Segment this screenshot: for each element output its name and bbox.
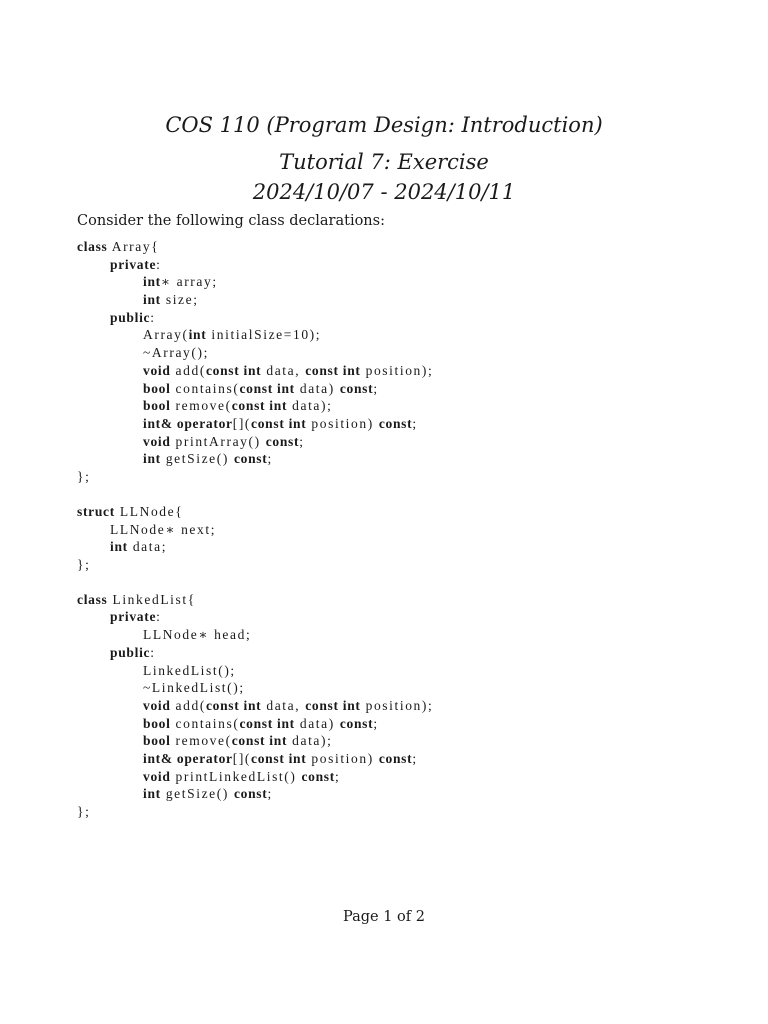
tutorial-title: Tutorial 7: Exercise: [279, 150, 489, 174]
code-text: LinkedList{: [107, 591, 196, 607]
code-line: [77, 556, 433, 574]
code-line: [77, 344, 433, 362]
code-line: [77, 768, 433, 786]
code-keyword: int& operator: [143, 750, 233, 766]
code-text: position): [306, 415, 379, 431]
code-keyword: void: [143, 697, 171, 713]
code-keyword: const: [301, 768, 335, 784]
code-keyword: const int: [205, 697, 262, 713]
code-keyword: public: [110, 309, 151, 325]
code-text: ;: [373, 380, 379, 396]
code-text: data,: [261, 362, 306, 378]
code-keyword: class: [77, 239, 108, 254]
code-line: [77, 256, 433, 274]
code-text: ;: [373, 715, 379, 731]
code-keyword: private: [110, 256, 157, 272]
code-line: [77, 679, 433, 697]
code-keyword: int: [110, 539, 128, 555]
page-number: Page 1 of 2: [343, 909, 425, 925]
code-line: [77, 415, 433, 433]
code-text: ;: [412, 750, 418, 766]
intro-text: Consider the following class declarations:: [77, 213, 385, 229]
code-text: ∗ array;: [160, 274, 218, 290]
code-line: [77, 397, 433, 415]
code-text: data;: [127, 539, 168, 555]
code-keyword: const int: [239, 715, 295, 731]
code-text: Array(: [143, 327, 189, 343]
code-line: [77, 521, 433, 539]
code-text: LLNode∗ head;: [143, 627, 252, 643]
code-keyword: int: [188, 327, 207, 343]
code-text: ;: [267, 786, 273, 802]
code-text: [](: [232, 750, 252, 766]
code-line: [77, 468, 433, 486]
code-text: initialSize=10);: [206, 327, 322, 343]
code-line: [77, 450, 433, 468]
code-line: [77, 662, 433, 680]
code-keyword: int: [143, 292, 161, 308]
course-title: COS 110 (Program Design: Introduction): [165, 113, 603, 137]
code-text: add(: [170, 362, 206, 378]
code-text: };: [77, 804, 91, 819]
code-text: contains(: [170, 715, 240, 731]
code-blank-line: [77, 574, 433, 591]
code-keyword: const int: [231, 398, 288, 414]
code-keyword: private: [110, 609, 157, 625]
code-text: data);: [287, 733, 333, 749]
code-text: :: [150, 644, 156, 660]
code-text: remove(: [170, 733, 232, 749]
code-keyword: bool: [143, 715, 171, 731]
code-line: [77, 503, 433, 521]
code-keyword: bool: [143, 398, 171, 414]
code-line: [77, 785, 433, 803]
code-line: [77, 326, 433, 344]
code-line: [77, 644, 433, 662]
code-text: size;: [160, 292, 199, 308]
code-line: [77, 309, 433, 327]
code-line: [77, 750, 433, 768]
date-range: 2024/10/07 - 2024/10/11: [252, 180, 516, 204]
code-keyword: void: [143, 362, 171, 378]
code-text: getSize(): [160, 786, 234, 802]
code-text: LLNode{: [114, 503, 184, 519]
code-text: position): [306, 750, 379, 766]
code-keyword: int: [143, 786, 161, 802]
code-keyword: const int: [305, 697, 361, 713]
code-line: [77, 538, 433, 556]
code-text: ;: [299, 433, 305, 449]
code-text: ;: [412, 415, 418, 431]
code-text: data): [294, 380, 340, 396]
code-line: [77, 291, 433, 309]
code-keyword: int& operator: [143, 415, 233, 431]
code-text: LLNode∗ next;: [110, 521, 217, 537]
code-keyword: const int: [205, 362, 262, 378]
code-keyword: const: [378, 415, 413, 431]
code-text: :: [156, 256, 162, 272]
code-keyword: const: [265, 433, 300, 449]
code-text: :: [156, 609, 162, 625]
code-text: LinkedList();: [143, 662, 236, 678]
code-text: add(: [170, 697, 206, 713]
code-keyword: const int: [305, 362, 361, 378]
code-text: ;: [267, 451, 273, 467]
code-keyword: int: [143, 274, 161, 290]
code-listing: [77, 238, 433, 821]
code-keyword: class: [77, 591, 108, 607]
code-text: position);: [360, 697, 434, 713]
code-line: [77, 362, 433, 380]
code-keyword: const int: [231, 733, 288, 749]
code-text: :: [150, 309, 156, 325]
code-text: position);: [360, 362, 434, 378]
code-line: [77, 273, 433, 291]
code-keyword: void: [143, 433, 171, 449]
code-keyword: int: [143, 451, 161, 467]
code-text: };: [77, 556, 91, 572]
code-text: remove(: [170, 398, 232, 414]
code-text: printLinkedList(): [170, 768, 302, 784]
code-text: contains(: [170, 380, 240, 396]
code-line: [77, 608, 433, 626]
code-keyword: const int: [251, 415, 307, 431]
code-text: data,: [261, 697, 306, 713]
code-keyword: const: [339, 715, 374, 731]
code-line: [77, 433, 433, 451]
code-keyword: const: [339, 380, 374, 396]
code-blank-line: [77, 486, 433, 503]
code-text: data): [294, 715, 340, 731]
code-keyword: struct: [77, 503, 115, 519]
code-text: getSize(): [160, 451, 234, 467]
code-text: Array{: [107, 239, 160, 254]
code-keyword: const: [378, 750, 413, 766]
code-keyword: public: [110, 644, 151, 660]
code-line: [77, 803, 433, 821]
code-text: ~LinkedList();: [143, 680, 245, 696]
code-keyword: bool: [143, 733, 171, 749]
code-keyword: bool: [143, 380, 171, 396]
code-text: data);: [287, 398, 333, 414]
code-keyword: const int: [251, 750, 307, 766]
code-text: ;: [334, 768, 341, 784]
code-text: ~Array();: [143, 345, 209, 361]
code-line: [77, 732, 433, 750]
code-line: [77, 715, 433, 733]
code-keyword: void: [143, 768, 171, 784]
code-keyword: const: [233, 451, 268, 467]
code-line: [77, 380, 433, 398]
code-keyword: const int: [239, 380, 295, 396]
code-text: };: [77, 468, 91, 484]
code-text: printArray(): [170, 433, 266, 449]
code-line: [77, 626, 433, 644]
code-line: [77, 697, 433, 715]
code-keyword: const: [233, 786, 268, 802]
code-text: [](: [232, 415, 252, 431]
code-line: [77, 238, 433, 256]
code-line: [77, 591, 433, 609]
